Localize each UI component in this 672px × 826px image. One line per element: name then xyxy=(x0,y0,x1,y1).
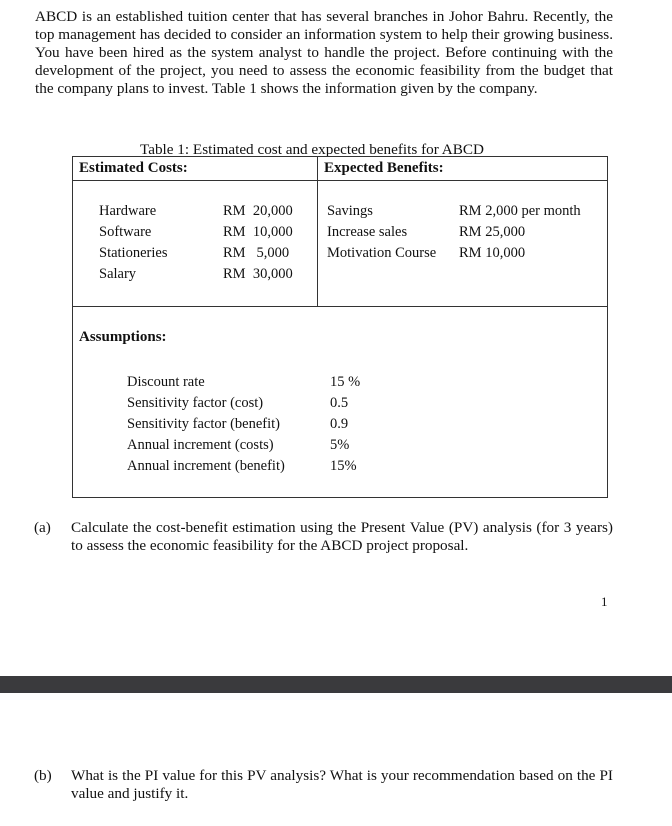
question-a xyxy=(34,519,614,559)
assumption-value: 0.5 xyxy=(330,395,349,411)
benefit-value: RM 10,000 xyxy=(459,245,526,261)
cost-label: Hardware xyxy=(99,203,157,219)
benefits-header: Expected Benefits: xyxy=(324,160,444,176)
question-text: What is the PI value for this PV analysis? What is your recommendation based on the PI value and justify it. xyxy=(71,767,613,802)
page-break-bar xyxy=(0,676,672,693)
cost-value: RM 5,000 xyxy=(223,245,290,261)
question-label: (a) xyxy=(34,519,51,536)
benefit-value: RM 2,000 per month xyxy=(459,203,581,219)
cost-label: Salary xyxy=(99,266,137,282)
assumption-value: 0.9 xyxy=(330,416,349,432)
cost-benefit-table xyxy=(72,156,608,498)
assumption-label: Annual increment (costs) xyxy=(127,437,274,453)
question-text: Calculate the cost-benefit estimation using the Present Value (PV) analysis (for 3 years) to assess the economic feasibility for the ABCD project proposal. xyxy=(71,519,613,554)
assumptions-header: Assumptions: xyxy=(79,329,167,345)
page-number: 1 xyxy=(601,594,608,609)
cost-value: RM 10,000 xyxy=(223,224,293,240)
question-b xyxy=(34,767,614,807)
costs-header: Estimated Costs: xyxy=(79,160,188,176)
section-divider xyxy=(73,306,607,307)
assumption-label: Discount rate xyxy=(127,374,205,390)
cost-value: RM 20,000 xyxy=(223,203,293,219)
assumption-value: 15% xyxy=(330,458,357,474)
benefit-label: Increase sales xyxy=(327,224,408,240)
cost-label: Software xyxy=(99,224,152,240)
question-label: (b) xyxy=(34,767,52,784)
assumption-label: Annual increment (benefit) xyxy=(127,458,285,474)
assumption-value: 5% xyxy=(330,437,350,453)
assumption-label: Sensitivity factor (benefit) xyxy=(127,416,281,432)
benefit-value: RM 25,000 xyxy=(459,224,526,240)
assumption-value: 15 % xyxy=(330,374,361,390)
intro-paragraph: ABCD is an established tuition center that has several branches in Johor Bahru. Recently, the top management has decided to consider an information system to help their growing business. You have been hired as the system analyst to handle the project. Before continuing with the development of the project, you need to assess the economic feasibility from the budget that the company plans to invest. Table 1 shows the information given by the company. xyxy=(35,8,613,97)
benefit-label: Savings xyxy=(327,203,373,219)
cost-value: RM 30,000 xyxy=(223,266,293,282)
benefit-label: Motivation Course xyxy=(327,245,437,261)
assumption-label: Sensitivity factor (cost) xyxy=(127,395,264,411)
table-caption: Table 1: Estimated cost and expected benefits for ABCD xyxy=(140,141,484,158)
cost-label: Stationeries xyxy=(99,245,168,261)
header-divider xyxy=(73,180,607,181)
